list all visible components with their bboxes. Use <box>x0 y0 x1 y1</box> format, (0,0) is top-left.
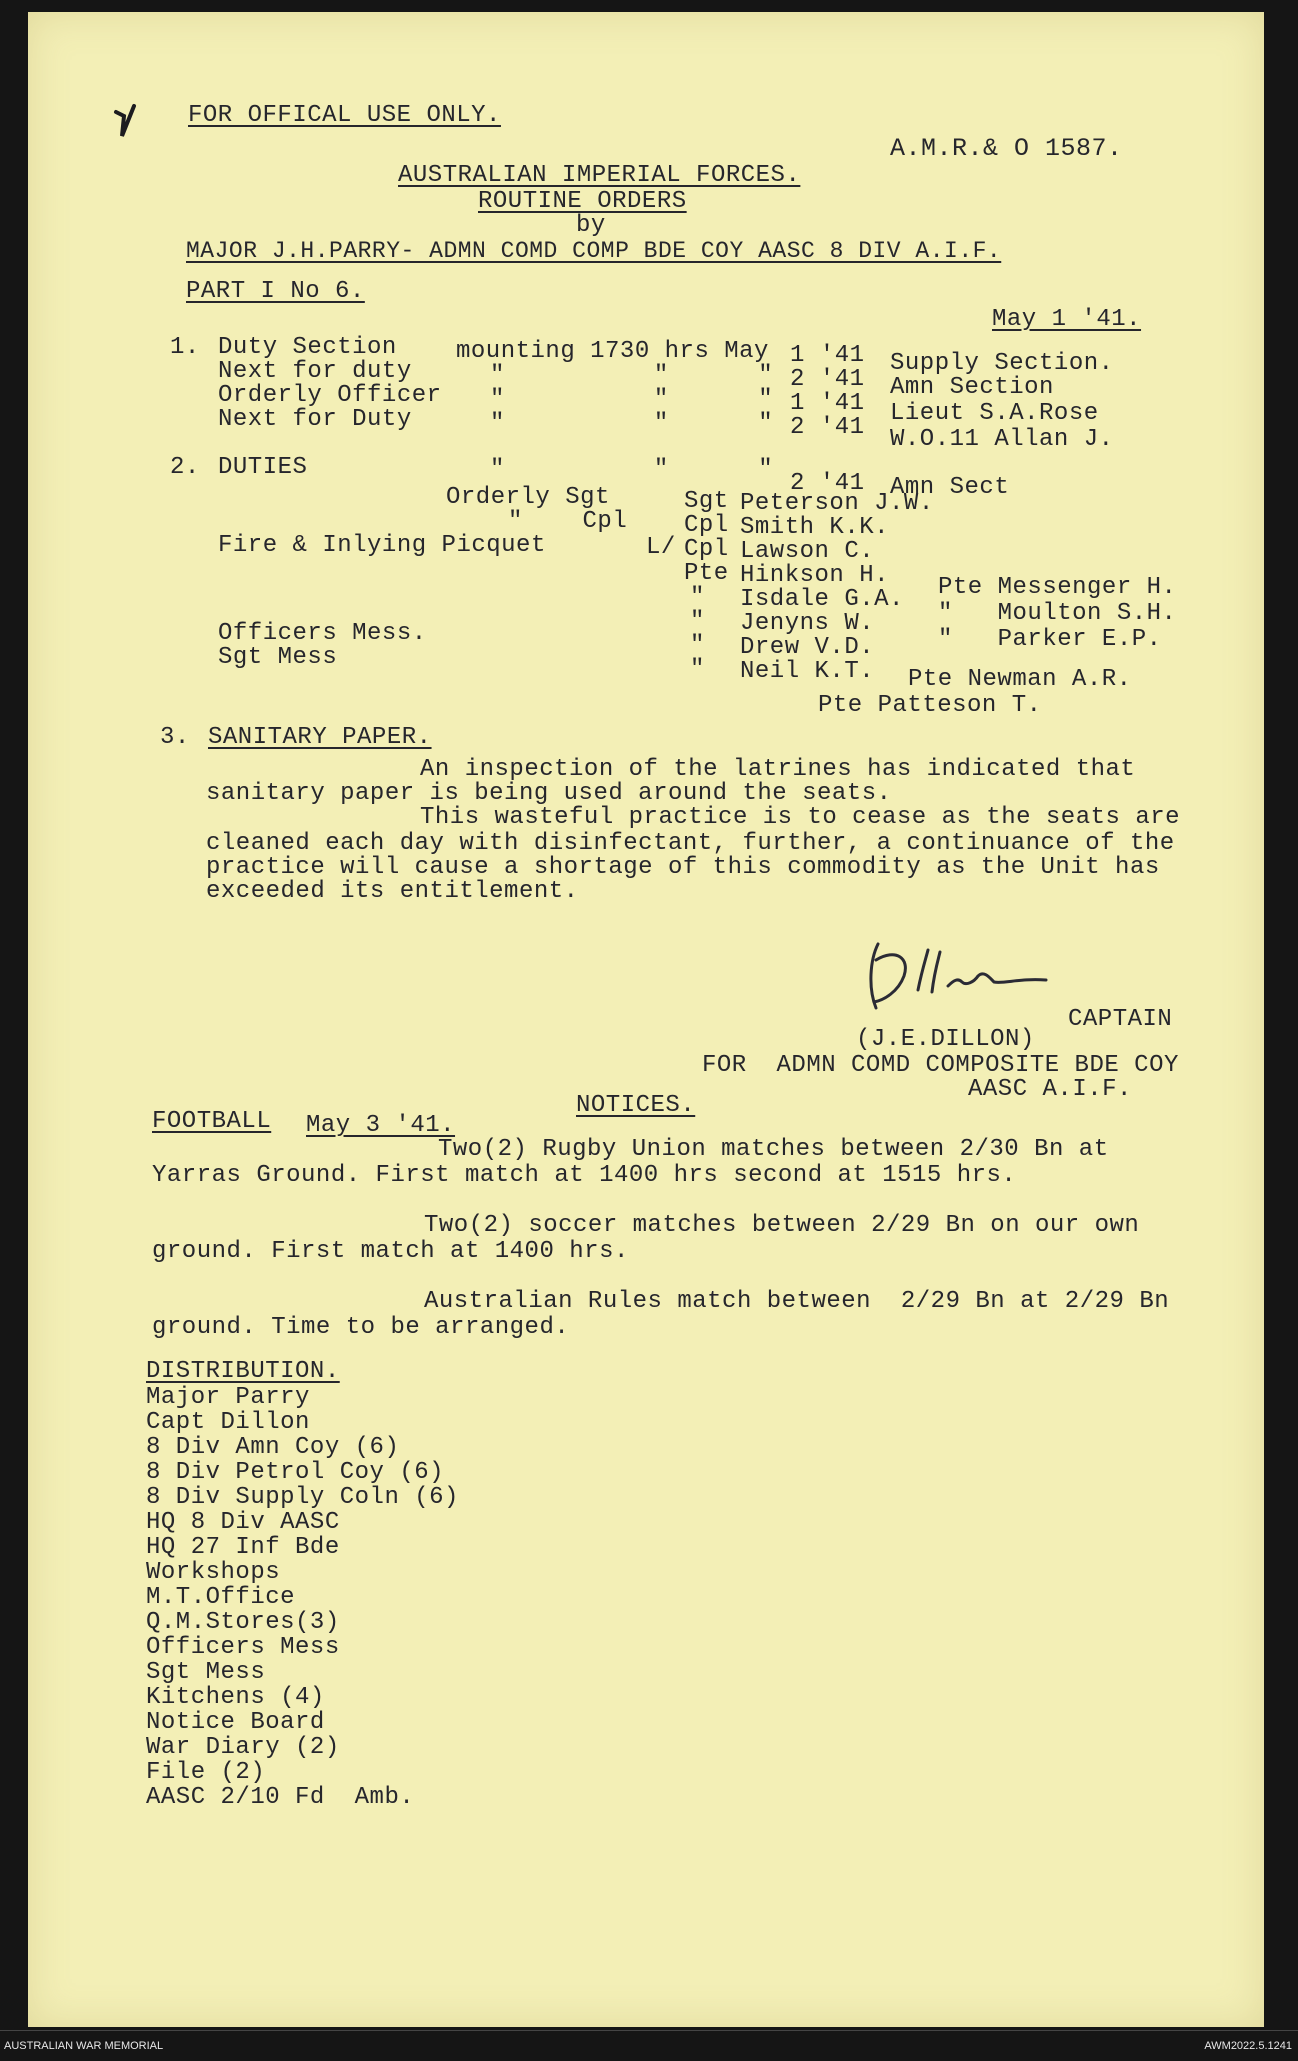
football-date: May 3 '41. <box>306 1112 456 1139</box>
row-day: 1 '41 <box>790 390 865 417</box>
orderly-cpl-label: " Cpl <box>508 508 628 535</box>
footer-archive-name: AUSTRALIAN WAR MEMORIAL <box>4 2040 164 2052</box>
name-cell: Hinkson H. <box>740 562 890 589</box>
rank-cell: Pte <box>684 560 729 587</box>
rank-cell: " <box>690 632 705 659</box>
newman-entry: Pte Newman A.R. <box>908 666 1132 693</box>
sanitary-line: This wasteful practice is to cease as the seats are <box>420 804 1181 831</box>
notice-line: Australian Rules match between 2/29 Bn at 2/29 Bn <box>424 1288 1170 1315</box>
distribution-item: Kitchens (4) <box>146 1684 325 1711</box>
sanitary-line: An inspection of the latrines has indicated that <box>420 756 1136 783</box>
notice-line: ground. Time to be arranged. <box>152 1314 570 1341</box>
name-cell: Jenyns W. <box>740 610 875 637</box>
title-line-2: ROUTINE ORDERS <box>478 188 687 215</box>
orderly-sgt-label: Orderly Sgt <box>446 484 610 511</box>
row-day: 2 '41 <box>790 414 865 441</box>
rank-cell: Sgt <box>684 488 729 515</box>
notice-line: Two(2) Rugby Union matches between 2/30 Bn at <box>438 1136 1109 1163</box>
title-line-1: AUSTRALIAN IMPERIAL FORCES. <box>398 162 801 189</box>
duties-day: 2 '41 <box>790 470 865 497</box>
rank-cell: " <box>690 608 705 635</box>
distribution-item: Q.M.Stores(3) <box>146 1609 340 1636</box>
extra-name-cell: " Parker E.P. <box>938 626 1162 653</box>
tick-mark-icon <box>112 102 142 142</box>
name-cell: Lawson C. <box>740 538 875 565</box>
signatory-name: (J.E.DILLON) <box>856 1026 1035 1053</box>
order-date: May 1 '41. <box>992 306 1142 333</box>
duties-ditto: " " " <box>490 456 774 483</box>
row-mount: " " " <box>490 386 774 413</box>
football-heading: FOOTBALL <box>152 1108 272 1135</box>
row-mount: mounting 1730 hrs May <box>456 338 769 365</box>
document-page <box>28 12 1264 2027</box>
signatory-for: FOR ADMN COMD COMPOSITE BDE COY <box>702 1052 1179 1079</box>
rank-cell: Cpl <box>684 512 729 539</box>
distribution-item: File (2) <box>146 1759 266 1786</box>
officers-mess-label: Officers Mess. <box>218 620 427 647</box>
row-who: Supply Section. <box>890 350 1114 377</box>
distribution-item: 8 Div Petrol Coy (6) <box>146 1459 445 1486</box>
footer-divider <box>0 2030 1298 2031</box>
row-day: 2 '41 <box>790 366 865 393</box>
official-use-heading: FOR OFFICAL USE ONLY. <box>188 102 501 129</box>
distribution-item: Sgt Mess <box>146 1659 266 1686</box>
sanitary-line: cleaned each day with disinfectant, further, a continuance of the <box>206 830 1175 857</box>
distribution-item: AASC 2/10 Fd Amb. <box>146 1784 415 1811</box>
handwritten-signature-icon <box>848 930 1068 1020</box>
row-mount: " " " <box>490 362 774 389</box>
distribution-item: Workshops <box>146 1559 281 1586</box>
order-reference: A.M.R.& O 1587. <box>890 134 1123 163</box>
distribution-item: Capt Dillon <box>146 1409 310 1436</box>
row-label: Duty Section <box>218 334 397 361</box>
name-cell: Smith K.K. <box>740 514 890 541</box>
issuing-officer: MAJOR J.H.PARRY- ADMN COMD COMP BDE COY AASC 8 DIV A.I.F. <box>186 238 1002 264</box>
distribution-item: Officers Mess <box>146 1634 340 1661</box>
routine-orders-text <box>28 12 1264 2027</box>
part-number: PART I No 6. <box>186 278 365 305</box>
distribution-item: War Diary (2) <box>146 1734 340 1761</box>
rank-cell: " <box>690 584 705 611</box>
patteson-entry: Pte Patteson T. <box>818 692 1042 719</box>
section-2-number: 2. <box>170 454 200 481</box>
sanitary-heading: SANITARY PAPER. <box>208 724 432 751</box>
rank-cell: Cpl <box>684 536 729 563</box>
row-who: Lieut S.A.Rose <box>890 400 1099 427</box>
row-label: Next for duty <box>218 358 412 385</box>
distribution-item: 8 Div Amn Coy (6) <box>146 1434 400 1461</box>
extra-name-cell: " Moulton S.H. <box>938 600 1177 627</box>
distribution-heading: DISTRIBUTION. <box>146 1358 340 1385</box>
notices-heading: NOTICES. <box>576 1092 696 1119</box>
distribution-item: HQ 8 Div AASC <box>146 1509 340 1536</box>
lance-prefix: L/ <box>646 534 676 561</box>
notice-line: ground. First match at 1400 hrs. <box>152 1238 629 1265</box>
section-3-number: 3. <box>160 724 190 751</box>
extra-name-cell: Pte Messenger H. <box>938 574 1177 601</box>
notice-line: Two(2) soccer matches between 2/29 Bn on our own <box>424 1212 1140 1239</box>
distribution-item: 8 Div Supply Coln (6) <box>146 1484 459 1511</box>
row-mount: " " " <box>490 410 774 437</box>
sanitary-line: sanitary paper is being used around the seats. <box>206 780 892 807</box>
name-cell: Isdale G.A. <box>740 586 904 613</box>
name-cell: Drew V.D. <box>740 634 875 661</box>
title-by: by <box>576 212 606 239</box>
row-who: Amn Section <box>890 374 1054 401</box>
sgt-mess-label: Sgt Mess <box>218 644 338 671</box>
signatory-unit: AASC A.I.F. <box>968 1076 1132 1103</box>
footer-accession-number: AWM2022.5.1241 <box>1204 2040 1292 2052</box>
duties-heading: DUTIES <box>218 454 308 481</box>
sanitary-line: exceeded its entitlement. <box>206 878 579 905</box>
distribution-item: Notice Board <box>146 1709 325 1736</box>
row-label: Orderly Officer <box>218 382 442 409</box>
duties-who: Amn Sect <box>890 474 1010 501</box>
distribution-item: M.T.Office <box>146 1584 296 1611</box>
rank-cell: " <box>690 656 705 683</box>
row-label: Next for Duty <box>218 406 412 433</box>
distribution-item: HQ 27 Inf Bde <box>146 1534 340 1561</box>
row-who: W.O.11 Allan J. <box>890 426 1114 453</box>
fire-picquet-label: Fire & Inlying Picquet <box>218 532 546 559</box>
name-cell: Peterson J.W. <box>740 490 934 517</box>
distribution-item: Major Parry <box>146 1384 310 1411</box>
name-cell: Neil K.T. <box>740 658 875 685</box>
sanitary-line: practice will cause a shortage of this commodity as the Unit has <box>206 854 1160 881</box>
row-day: 1 '41 <box>790 342 865 369</box>
signatory-rank: CAPTAIN <box>1068 1006 1173 1033</box>
section-1-number: 1. <box>170 334 200 361</box>
notice-line: Yarras Ground. First match at 1400 hrs second at 1515 hrs. <box>152 1162 1017 1189</box>
